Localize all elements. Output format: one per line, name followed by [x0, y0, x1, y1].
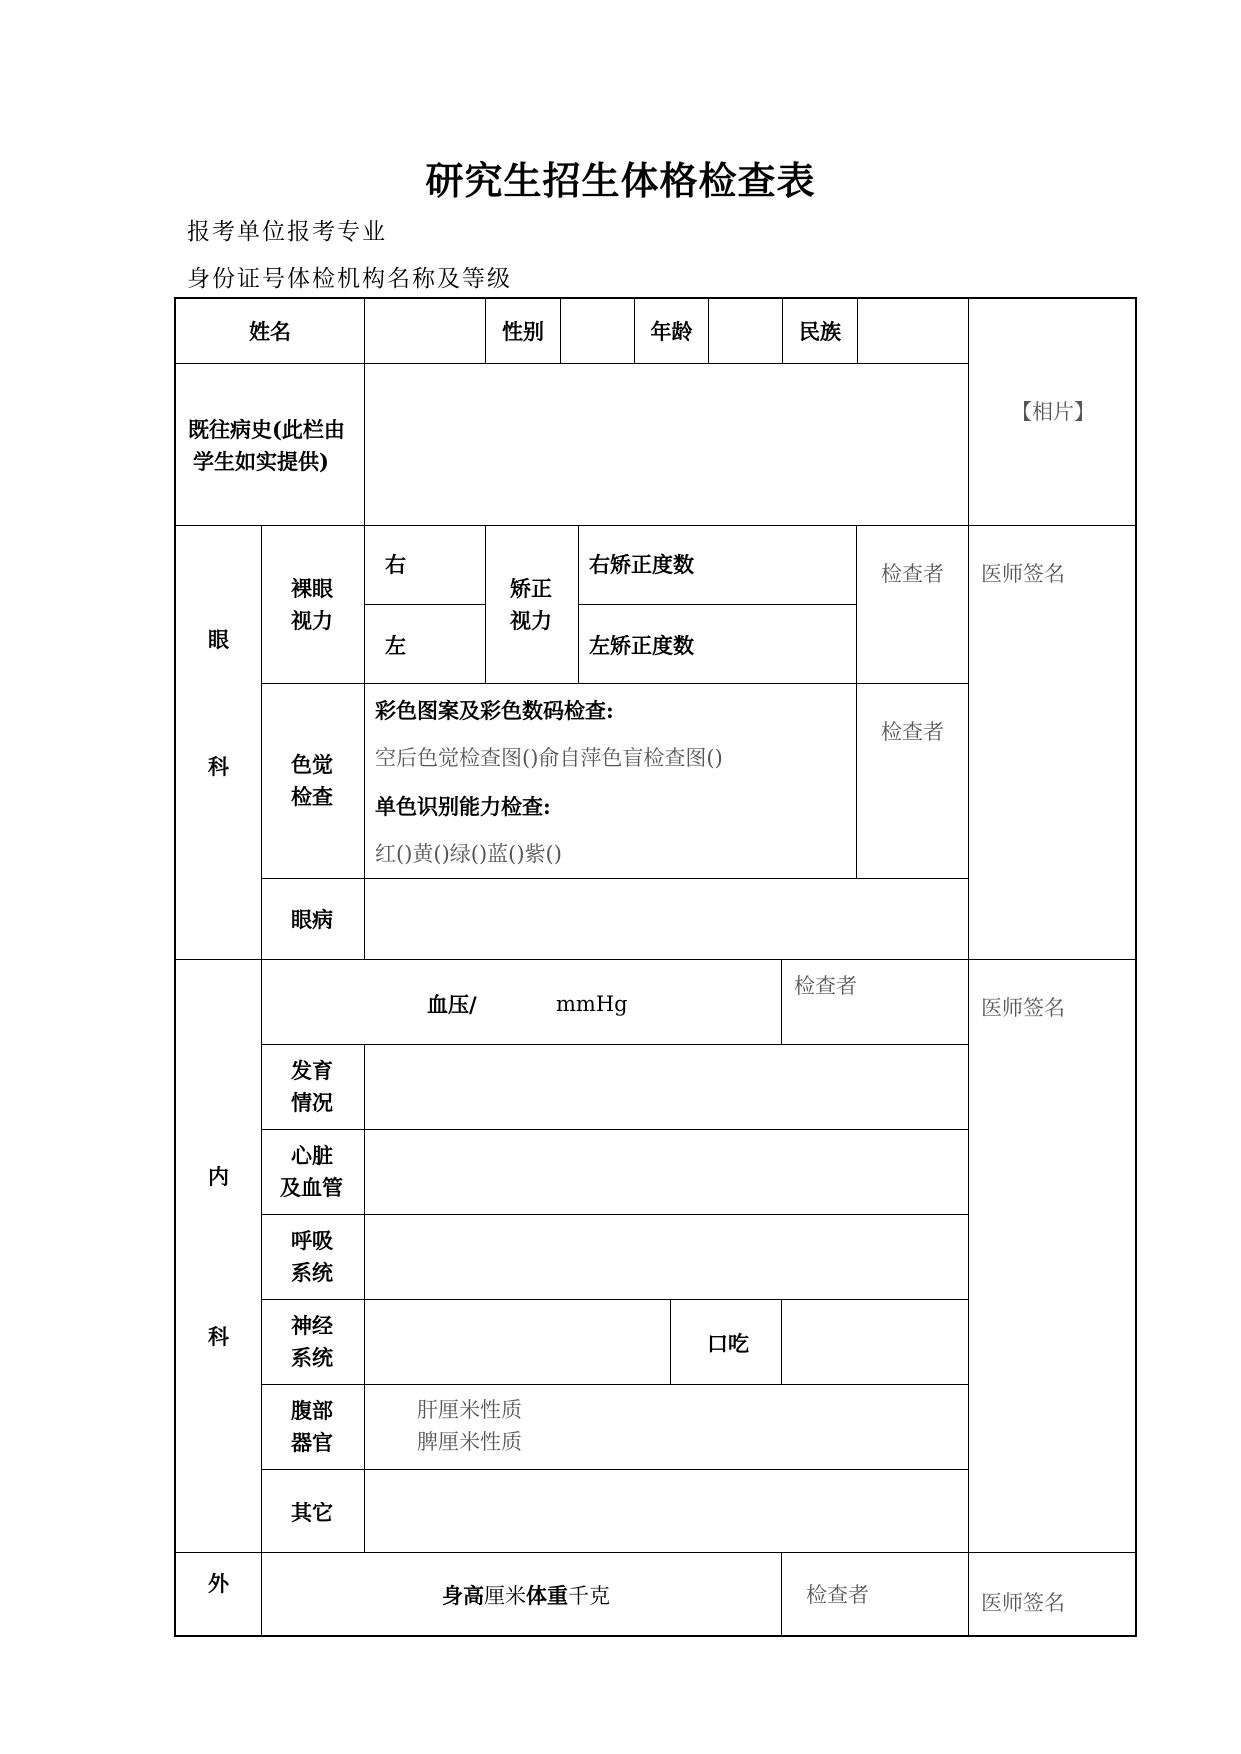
internal-section-char1: 内	[208, 1164, 229, 1189]
nervous-line2: 系统	[291, 1345, 333, 1370]
surgery-section-cell	[175, 1552, 262, 1636]
heart-value-cell[interactable]	[364, 1129, 969, 1215]
color-vision-line2: 检查	[291, 784, 333, 809]
left-eye-label: 左	[385, 633, 406, 658]
photo-cell	[968, 298, 1136, 526]
height-weight-cell[interactable]	[261, 1552, 782, 1636]
color-pattern-text: 彩色图案及彩色数码检查:	[375, 698, 614, 723]
naked-vision-line1: 裸眼	[291, 576, 333, 601]
eye-section-char1: 眼	[208, 627, 229, 652]
weight-unit: 千克	[568, 1584, 610, 1608]
other-label-cell	[261, 1469, 365, 1553]
page-title: 研究生招生体格检查表	[425, 158, 816, 203]
respiratory-line2: 系统	[291, 1260, 333, 1285]
age-value-cell[interactable]	[708, 298, 783, 364]
heart-line2: 及血管	[280, 1175, 343, 1200]
abdomen-line2: 器官	[291, 1430, 333, 1455]
blood-pressure-label: 血压/	[427, 992, 477, 1017]
internal-examiner-cell[interactable]	[781, 959, 969, 1045]
eye-signature-label: 医师签名	[981, 562, 1065, 586]
mono-color-text: 单色识别能力检查:	[375, 794, 551, 819]
internal-section-char2: 科	[208, 1324, 229, 1349]
height-weight-text	[442, 1585, 610, 1607]
weight-label: 体重	[526, 1583, 568, 1608]
history-label-cell	[175, 363, 365, 526]
right-correction-label: 右矫正度数	[589, 552, 694, 577]
internal-signature-cell[interactable]	[968, 959, 1136, 1553]
stutter-label: 口吃	[707, 1331, 749, 1356]
surgery-signature-label: 医师签名	[981, 1591, 1065, 1615]
liver-text: 肝厘米性质	[417, 1398, 522, 1422]
age-label-cell	[634, 298, 709, 364]
abdomen-value-cell[interactable]	[364, 1384, 969, 1470]
other-label: 其它	[291, 1500, 333, 1525]
color-vision-label-cell	[261, 683, 365, 879]
stutter-label-cell	[670, 1299, 782, 1385]
name-value-cell[interactable]	[364, 298, 486, 364]
eye-disease-label: 眼病	[291, 907, 333, 932]
color-examiner-label: 检查者	[881, 720, 944, 744]
gender-label-cell	[485, 298, 561, 364]
nervous-label-cell	[261, 1299, 365, 1385]
respiratory-value-cell[interactable]	[364, 1214, 969, 1300]
ethnicity-label-cell	[782, 298, 858, 364]
stutter-value-cell[interactable]	[781, 1299, 969, 1385]
left-eye-cell[interactable]	[364, 604, 486, 684]
development-label-cell	[261, 1044, 365, 1130]
height-unit: 厘米	[484, 1584, 526, 1608]
right-eye-cell[interactable]	[364, 525, 486, 605]
internal-section-cell	[175, 959, 262, 1553]
development-line1: 发育	[291, 1058, 333, 1083]
header-line-unit: 报考单位报考专业	[187, 219, 387, 245]
development-value-cell[interactable]	[364, 1044, 969, 1130]
development-line2: 情况	[291, 1090, 333, 1115]
right-correction-cell[interactable]	[578, 525, 857, 605]
corrected-vision-label-cell	[485, 525, 579, 684]
right-eye-label: 右	[385, 552, 406, 577]
name-label: 姓名	[249, 319, 291, 344]
surgery-examiner-cell[interactable]	[781, 1552, 969, 1636]
photo-label: 【相片】	[1011, 400, 1095, 424]
history-value-cell[interactable]	[364, 363, 969, 526]
blood-pressure-unit: mmHg	[556, 992, 628, 1016]
ethnicity-label: 民族	[799, 319, 841, 344]
eye-disease-value-cell[interactable]	[364, 878, 969, 960]
color-examiner-cell[interactable]	[856, 683, 969, 879]
eye-section-char2: 科	[208, 754, 229, 779]
corrected-vision-line1: 矫正	[510, 576, 552, 601]
vision-examiner-cell[interactable]	[856, 525, 969, 684]
gender-label: 性别	[502, 319, 544, 344]
eye-disease-label-cell	[261, 878, 365, 960]
ethnicity-value-cell[interactable]	[857, 298, 969, 364]
internal-examiner-label: 检查者	[794, 974, 857, 998]
eye-signature-cell[interactable]	[968, 525, 1136, 960]
name-label-cell	[175, 298, 365, 364]
color-chart-text: 空后色觉检查图()俞自萍色盲检查图()	[375, 746, 723, 770]
surgery-examiner-label: 检查者	[806, 1583, 869, 1607]
age-label: 年龄	[650, 319, 693, 344]
corrected-vision-line2: 视力	[510, 608, 552, 633]
eye-section-cell	[175, 525, 262, 960]
heart-line1: 心脏	[291, 1143, 333, 1168]
color-options-text: 红()黄()绿()蓝()紫()	[375, 842, 562, 866]
history-label-line1: 既往病史(此栏由	[188, 417, 345, 442]
left-correction-cell[interactable]	[578, 604, 857, 684]
abdomen-label-cell	[261, 1384, 365, 1470]
spleen-text: 脾厘米性质	[417, 1430, 522, 1454]
respiratory-line1: 呼吸	[291, 1228, 333, 1253]
gender-value-cell[interactable]	[560, 298, 635, 364]
height-label: 身高	[442, 1583, 484, 1608]
nervous-line1: 神经	[291, 1313, 333, 1338]
heart-label-cell	[261, 1129, 365, 1215]
color-vision-line1: 色觉	[291, 752, 333, 777]
other-value-cell[interactable]	[364, 1469, 969, 1553]
respiratory-label-cell	[261, 1214, 365, 1300]
header-line-id: 身份证号体检机构名称及等级	[187, 266, 512, 292]
abdomen-line1: 腹部	[291, 1398, 333, 1423]
blood-pressure-cell[interactable]	[261, 959, 782, 1045]
naked-vision-label-cell	[261, 525, 365, 684]
nervous-value-cell[interactable]	[364, 1299, 671, 1385]
left-correction-label: 左矫正度数	[589, 633, 694, 658]
naked-vision-line2: 视力	[291, 608, 333, 633]
color-vision-content-cell[interactable]	[364, 683, 857, 879]
surgery-section-char1: 外	[208, 1571, 229, 1596]
vision-examiner-label: 检查者	[881, 562, 944, 586]
internal-signature-label: 医师签名	[981, 996, 1065, 1020]
history-label-line2: 学生如实提供)	[193, 449, 329, 474]
surgery-signature-cell[interactable]	[968, 1552, 1136, 1636]
